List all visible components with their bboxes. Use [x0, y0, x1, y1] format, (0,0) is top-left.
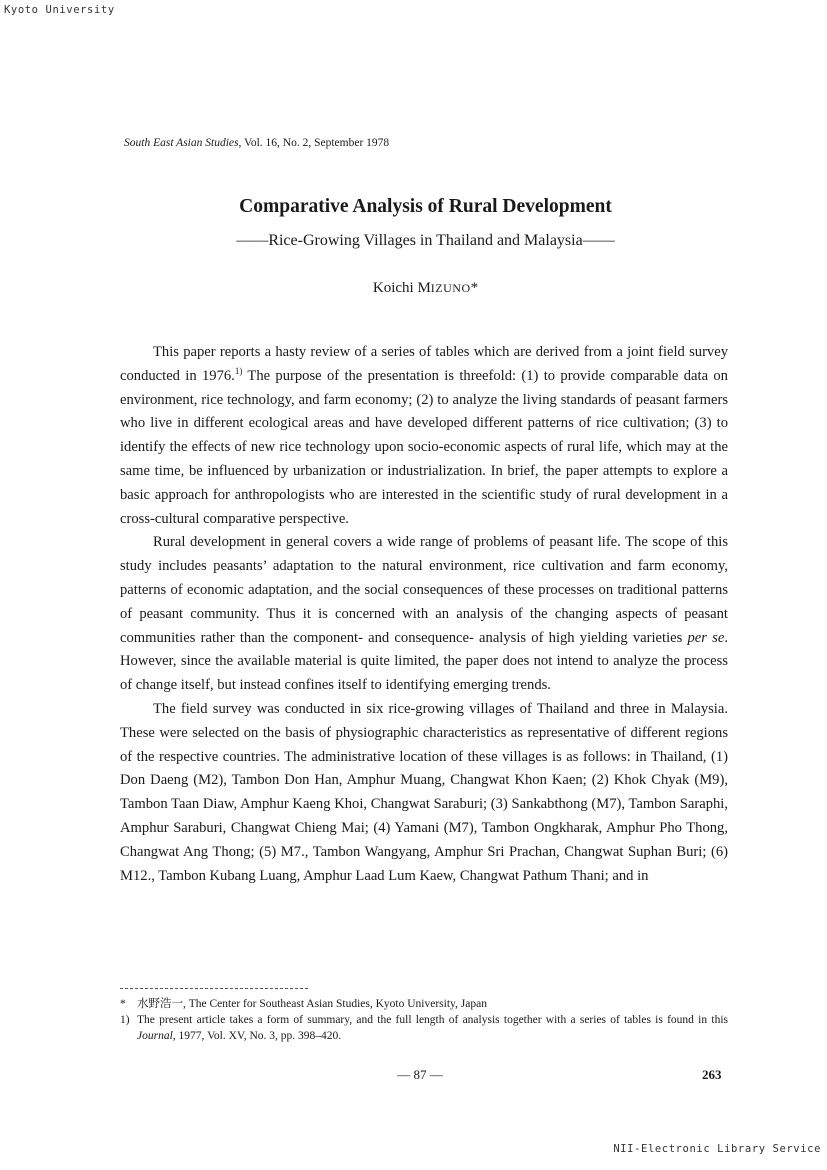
page-number-center: — 87 — — [397, 1067, 443, 1082]
author-last-initial: M — [417, 280, 431, 296]
page-number-right: 263 — [702, 1067, 722, 1082]
archive-header: Kyoto University — [4, 4, 115, 16]
footnote-2 — [120, 1012, 728, 1044]
paper-subtitle: ——Rice-Growing Villages in Thailand and Malaysia—— — [236, 232, 615, 249]
journal-citation — [124, 137, 389, 149]
author — [0, 280, 827, 297]
archive-footer: NII-Electronic Library Service — [613, 1143, 821, 1155]
journal-name: South East Asian Studies, — [124, 137, 242, 149]
footnote-rule — [120, 988, 308, 989]
paragraph-2-text-b: . However, since the available material is quite limited, the paper does not intend to analyze the process of change itself, but instead confines itself to identifying emerging trends. — [120, 629, 728, 694]
footnote-2-italic: Journal — [137, 1030, 173, 1042]
paragraph-1-text-b: The purpose of the presentation is threefold: (1) to provide comparable data on environment, rice technology, and farm economy; (2) to analyze the living standards of peasant farmers who live in different ecological areas and have developed different patterns of rice cultivation; (3) to identify the effects of new rice technology upon socio-economic aspects of rural life, which may at the same time, be influenced by urbanization or industrialization. In brief, the paper attempts to explore a basic approach for anthropologists who are interested in the scientific study of rural development in a cross-cultural comparative perspective. — [120, 367, 728, 527]
paragraph-3: The field survey was conducted in six rice-growing villages of Thailand and three in Malaysia. These were selected on the basis of physiographic characteristics as representative of different regions of the respective countries. The administrative location of these villages is as follows: in Thailand, (1) Don Daeng (M2), Tambon Don Han, Amphur Muang, Changwat Khon Kaen; (2) Khok Chyak (M9), Tambon Taan Diaw, Amphur Kaeng Khoi, Changwat Saraburi; (3) Sankabthong (M7), Tambon Saraphi, Amphur Saraburi, Changwat Chieng Mai; (4) Yamani (M7), Tambon Ongkharak, Amphur Pho Thong, Changwat Ang Thong; (5) M7., Tambon Wangyang, Amphur Sri Prachan, Changwat Suphan Buri; (6) M12., Tambon Kubang Luang, Amphur Laad Lum Kaew, Changwat Pathum Thani; and in — [120, 700, 728, 884]
journal-details: Vol. 16, No. 2, September 1978 — [241, 137, 390, 149]
paragraph-1 — [120, 341, 728, 531]
footnote-1-mark: * — [120, 998, 126, 1010]
paragraph-2-italic: per se — [687, 629, 725, 646]
footnote-2-mark: 1) — [120, 1014, 130, 1026]
footnotes — [120, 996, 728, 1044]
footnote-ref-1: 1) — [234, 365, 243, 376]
footnote-1 — [120, 996, 728, 1012]
author-last-rest: IZUNO — [430, 281, 471, 295]
footnote-2-text-b: , 1977, Vol. XV, No. 3, pp. 398–420. — [172, 1030, 342, 1042]
footnote-2-text-a: The present article takes a form of summary, and the full length of analysis together with a series of tables is found in this — [137, 1014, 728, 1026]
paragraph-1-text-a: This paper reports a hasty review of a series of tables which are derived from a joint field survey conducted in 1976. — [120, 344, 728, 384]
paragraph-2-text-a: Rural development in general covers a wide range of problems of peasant life. The scope of this study includes peasants’ adaptation to the natural environment, rice cultivation and farm economy, patterns of economic adaptation, and the social consequences of these processes on traditional patterns of peasant community. Thus it is concerned with an analysis of the changing aspects of peasant communities rather than the component- and consequence- analysis of high yielding varieties — [120, 534, 728, 646]
footnote-1-text: 水野浩一, The Center for Southeast Asian Studies, Kyoto University, Japan — [137, 998, 487, 1010]
paragraph-2 — [120, 531, 728, 698]
author-footnote-mark: * — [470, 280, 479, 296]
paper-title: Comparative Analysis of Rural Development — [239, 196, 612, 217]
author-first-name: Koichi — [372, 280, 418, 296]
body-text — [120, 341, 728, 888]
